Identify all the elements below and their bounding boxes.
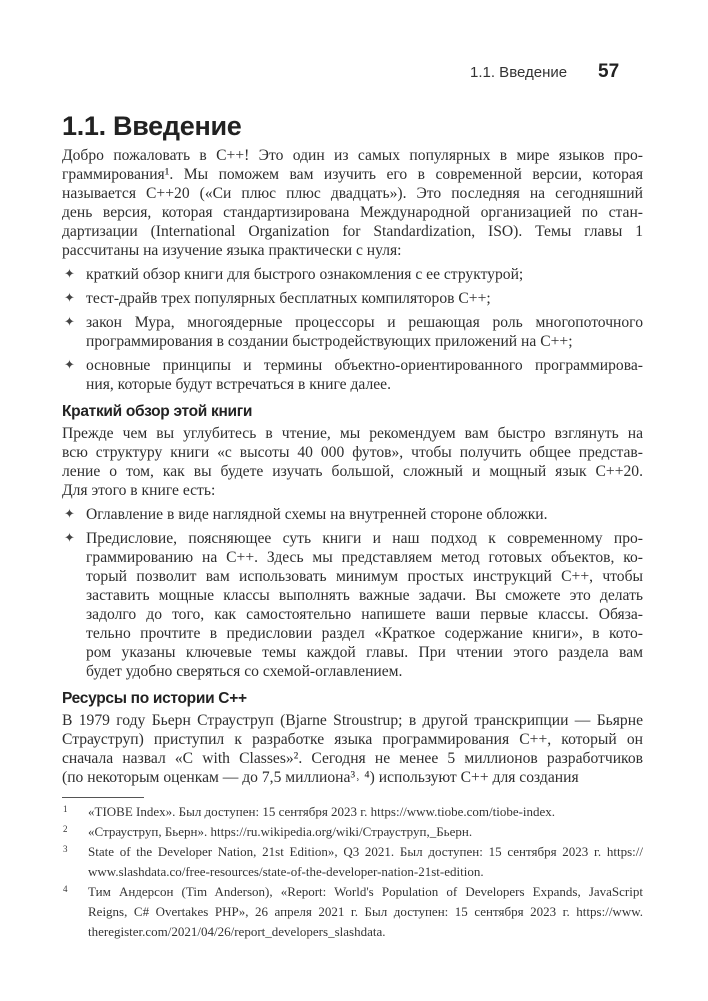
intro-paragraph bbox=[62, 146, 643, 260]
text-line: Добро пожаловать в С++! Это один из самых популярных в мире языков про- bbox=[62, 147, 643, 164]
text-line: краткий обзор книги для быстрого ознакомления с ее структурой; bbox=[86, 266, 524, 283]
text-line: В 1979 году Бьерн Страуструп (Bjarne Stroustrup; в другой транскрипции — Бьярне bbox=[62, 712, 643, 729]
footnote-number: 2 bbox=[63, 824, 68, 834]
text-line: программирования в создании быстродействующих приложений на С++; bbox=[86, 333, 573, 350]
text-line: граммированию на С++. Здесь мы представляем метод готовых объектов, ко- bbox=[86, 549, 643, 566]
list-item bbox=[62, 356, 643, 394]
text-line: заставить мощные классы выполнять важные задачи. Вы сможете это делать bbox=[86, 587, 643, 604]
bullet-icon: ✦ bbox=[64, 507, 75, 522]
text-line: день версия, которая стандартизирована Международной организацией по стан- bbox=[62, 204, 643, 221]
list-item bbox=[62, 265, 643, 284]
list-item bbox=[62, 529, 643, 681]
text-line: Тим Андерсон (Tim Anderson), «Report: World's Population of Developers Expands, JavaScript bbox=[88, 884, 643, 899]
text-line: Страуструп) приступил к разработке языка программирования С++, который он bbox=[62, 731, 643, 748]
overview-paragraph bbox=[62, 424, 643, 500]
text-line: Для этого в книге есть: bbox=[62, 482, 216, 499]
text-line: State of the Developer Nation, 21st Edition», Q3 2021. Был доступен: 15 сентября 2023 г. https:// bbox=[88, 844, 643, 859]
bullet-icon: ✦ bbox=[64, 291, 75, 306]
text-line: www.slashdata.co/free-resources/state-of-the-developer-nation-21st-edition. bbox=[88, 864, 484, 879]
text-line: задолго до того, как самостоятельно напишете ваши первые классы. Обяза- bbox=[86, 606, 643, 623]
bullet-icon: ✦ bbox=[64, 267, 75, 282]
text-line: торый позволит вам использовать минимум простых инструкций С++, чтобы bbox=[86, 568, 643, 585]
footnote bbox=[62, 822, 643, 842]
history-paragraph bbox=[62, 711, 643, 787]
list-item bbox=[62, 289, 643, 308]
footnote bbox=[62, 842, 643, 882]
section-title: 1.1. Введение bbox=[62, 111, 242, 141]
overview-heading: Краткий обзор этой книги bbox=[62, 403, 253, 420]
text-line: «TIOBE Index». Был доступен: 15 сентября 2023 г. https://www.tiobe.com/tiobe-index. bbox=[88, 804, 556, 819]
footnote bbox=[62, 882, 643, 942]
page-body bbox=[62, 146, 643, 942]
list-item bbox=[62, 505, 643, 524]
footnote-text bbox=[88, 802, 643, 822]
text-line: Предисловие, поясняющее суть книги и наш подход к современному про- bbox=[86, 530, 643, 547]
text-line: закон Мура, многоядерные процессоры и решающая роль многопоточного bbox=[86, 314, 643, 331]
bullet-icon: ✦ bbox=[64, 358, 75, 373]
footnote-number: 3 bbox=[63, 844, 68, 854]
text-line: граммирования¹. Мы поможем вам изучить его в современной версии, которая bbox=[62, 166, 643, 183]
running-header-section: 1.1. Введение bbox=[470, 64, 568, 81]
footnote-text bbox=[88, 882, 643, 942]
footnotes bbox=[62, 802, 643, 942]
text-line: называется С++20 («Си плюс плюс двадцать»). Это последняя на сегодняшний bbox=[62, 185, 643, 202]
history-heading: Ресурсы по истории С++ bbox=[62, 690, 247, 707]
intro-bullet-list bbox=[62, 265, 643, 394]
list-item bbox=[62, 313, 643, 351]
text-line: основные принципы и термины объектно-ориентированного программирова- bbox=[86, 357, 643, 374]
footnote-divider bbox=[62, 797, 144, 798]
overview-bullet-list bbox=[62, 505, 643, 681]
text-line: сначала назвал «C with Classes»². Сегодня не менее 5 миллионов разработчиков bbox=[62, 750, 643, 767]
text-line: Оглавление в виде наглядной схемы на внутренней стороне обложки. bbox=[86, 506, 548, 523]
page-number: 57 bbox=[598, 61, 620, 82]
text-line: ния, которые будут встречаться в книге далее. bbox=[86, 376, 391, 393]
bullet-icon: ✦ bbox=[64, 315, 75, 330]
text-line: Reigns, C# Overtakes PHP», 26 апреля 2021 г. Был доступен: 15 сентября 2023 г. https://www. bbox=[88, 904, 643, 919]
text-line: (по некоторым оценкам — до 7,5 миллиона³˒ ⁴) используют С++ для создания bbox=[62, 769, 579, 786]
text-line: ром указаны ключевые темы каждой главы. При чтении этого раздела вам bbox=[86, 644, 643, 661]
text-line: «Страуструп, Бьерн». https://ru.wikipedia.org/wiki/Страуструп,_Бьерн. bbox=[88, 824, 473, 839]
running-header bbox=[0, 62, 708, 86]
text-line: Прежде чем вы углубитесь в чтение, мы рекомендуем вам быстро взглянуть на bbox=[62, 425, 643, 442]
bullet-icon: ✦ bbox=[64, 531, 75, 546]
footnote-number: 1 bbox=[63, 804, 68, 814]
text-line: theregister.com/2021/04/26/report_developers_slashdata. bbox=[88, 924, 386, 939]
text-line: ление о том, как вы будете изучать большой, сложный и мощный язык С++20. bbox=[62, 463, 643, 480]
text-line: дартизации (International Organization for Standardization, ISO). Темы главы 1 bbox=[62, 223, 643, 240]
footnote-text bbox=[88, 842, 643, 882]
text-line: всю структуру книги «с высоты 40 000 футов», чтобы получить общее представ- bbox=[62, 444, 643, 461]
text-line: тельно прочтите в предисловии раздел «Краткое содержание книги», в кото- bbox=[86, 625, 643, 642]
footnote-text bbox=[88, 822, 643, 842]
footnote bbox=[62, 802, 643, 822]
text-line: рассчитаны на изучение языка практически с нуля: bbox=[62, 242, 402, 259]
text-line: тест-драйв трех популярных бесплатных компиляторов С++; bbox=[86, 290, 491, 307]
text-line: будет удобно сверяться со схемой-оглавлением. bbox=[86, 663, 403, 680]
footnote-number: 4 bbox=[63, 884, 68, 894]
